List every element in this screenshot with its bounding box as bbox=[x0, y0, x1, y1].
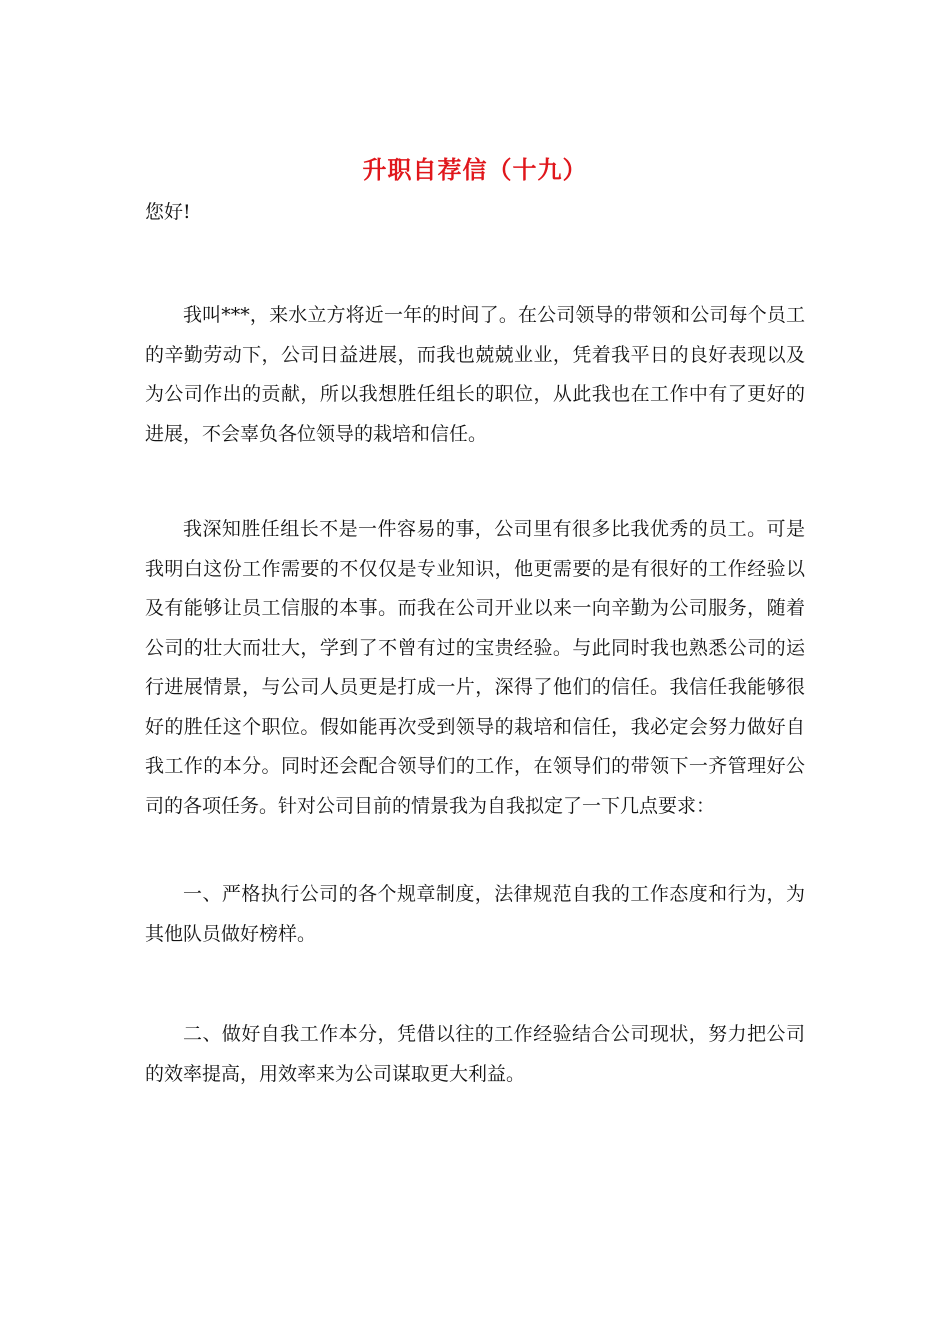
salutation: 您好! bbox=[145, 201, 191, 223]
paragraph-requirement-1: 一、严格执行公司的各个规章制度，法律规范自我的工作态度和行为，为其他队员做好榜样。 bbox=[145, 883, 805, 945]
paragraph-intro: 我叫***，来水立方将近一年的时间了。在公司领导的带领和公司每个员工的辛勤劳动下，公司日益进展，而我也兢兢业业，凭着我平日的良好表现以及为公司作出的贡献，所以我想胜任组长的职位，从此我也在工作中有了更好的进展，不会辜负各位领导的栽培和信任。 bbox=[145, 304, 805, 445]
document-title: 升职自荐信（十九） bbox=[362, 155, 588, 184]
paragraph-requirement-2: 二、做好自我工作本分，凭借以往的工作经验结合公司现状，努力把公司的效率提高，用效率来为公司谋取更大利益。 bbox=[145, 1023, 805, 1085]
paragraph-qualifications: 我深知胜任组长不是一件容易的事，公司里有很多比我优秀的员工。可是我明白这份工作需要的不仅仅是专业知识，他更需要的是有很好的工作经验以及有能够让员工信服的本事。而我在公司开业以来一向辛勤为公司服务，随着公司的壮大而壮大，学到了不曾有过的宝贵经验。与此同时我也熟悉公司的运行进展情景，与公司人员更是打成一片，深得了他们的信任。我信任我能够很好的胜任这个职位。假如能再次受到领导的栽培和信任，我必定会努力做好自我工作的本分。同时还会配合领导们的工作，在领导们的带领下一齐管理好公司的各项任务。针对公司目前的情景我为自我拟定了一下几点要求： bbox=[145, 518, 805, 817]
